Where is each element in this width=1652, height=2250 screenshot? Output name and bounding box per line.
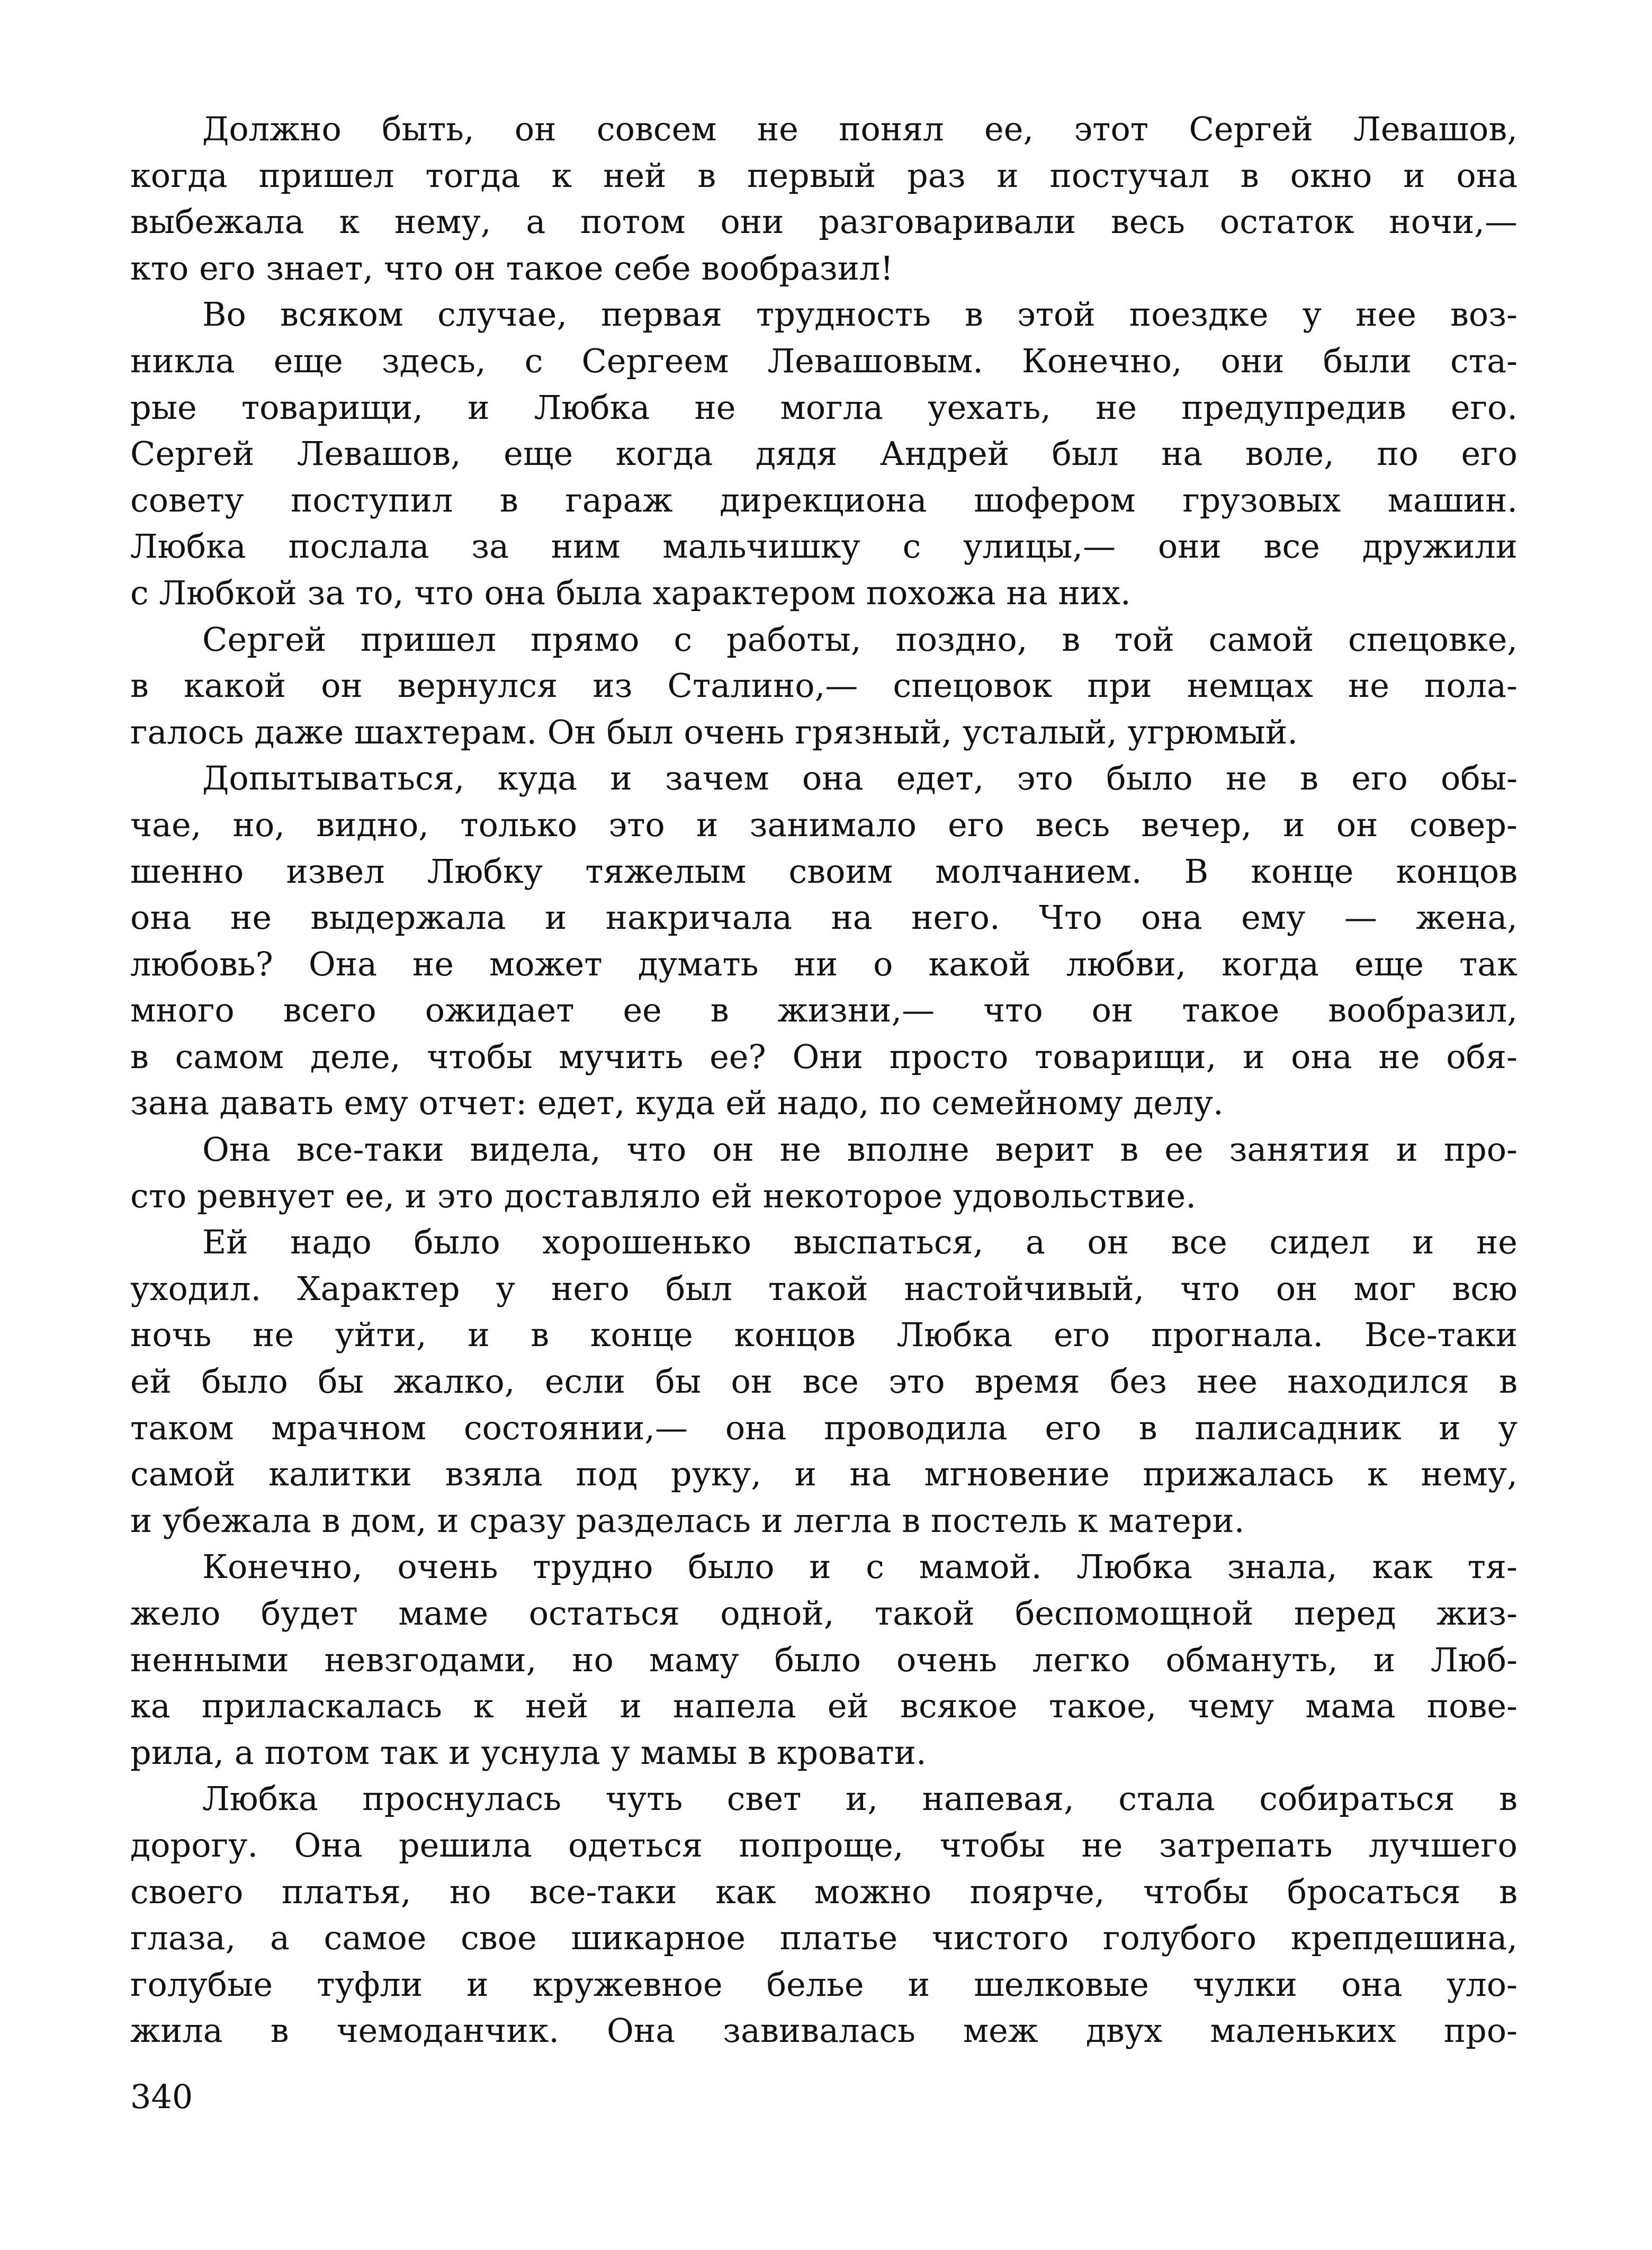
text-line: когда пришел тогда к ней в первый раз и постучал в окно и она bbox=[130, 156, 1518, 195]
paragraph bbox=[130, 1219, 1518, 1544]
paragraph bbox=[130, 616, 1518, 756]
text-line: голубые туфли и кружевное белье и шелковые чулки она уло- bbox=[130, 1965, 1518, 2004]
paragraph bbox=[130, 755, 1518, 1126]
text-line: Во всяком случае, первая трудность в этой поездке у нее воз- bbox=[202, 295, 1518, 334]
text-line: шенно извел Любку тяжелым своим молчанием. В конце концов bbox=[130, 851, 1518, 891]
text-line: Ей надо было хорошенько выспаться, а он все сидел и не bbox=[202, 1223, 1518, 1262]
paragraph bbox=[130, 291, 1518, 616]
text-line: ка приласкалась к ней и напела ей всякое такое, чему мама пове- bbox=[130, 1687, 1518, 1726]
paragraph bbox=[130, 1544, 1518, 1776]
paragraph bbox=[130, 1126, 1518, 1219]
text-line: зана давать ему отчет: едет, куда ей надо, по семейному делу. bbox=[130, 1083, 1224, 1123]
text-line: дорогу. Она решила одеться попроще, чтобы не затрепать лучшего bbox=[130, 1825, 1518, 1864]
text-line: Сергей Левашов, еще когда дядя Андрей был на воле, по его bbox=[130, 434, 1518, 473]
text-line: рые товарищи, и Любка не могла уехать, не предупредив его. bbox=[130, 388, 1518, 427]
text-line: Должно быть, он совсем не понял ее, этот Сергей Левашов, bbox=[202, 110, 1518, 148]
text-line: сто ревнует ее, и это доставляло ей некоторое удовольствие. bbox=[130, 1176, 1196, 1215]
body-text bbox=[130, 106, 1518, 2054]
text-line: выбежала к нему, а потом они разговаривали весь остаток ночи,— bbox=[130, 202, 1518, 241]
text-line: она не выдержала и накричала на него. Что она ему — жена, bbox=[130, 898, 1518, 937]
text-line: кто его знает, что он такое себе вообразил! bbox=[130, 248, 894, 288]
text-line: самой калитки взяла под руку, и на мгновение прижалась к нему, bbox=[130, 1455, 1518, 1494]
text-line: таком мрачном состоянии,— она проводила его в палисадник и у bbox=[130, 1408, 1518, 1447]
text-line: в самом деле, чтобы мучить ее? Они просто товарищи, и она не обя- bbox=[130, 1037, 1518, 1076]
text-line: Любка проснулась чуть свет и, напевая, стала собираться в bbox=[202, 1779, 1518, 1818]
paragraph bbox=[130, 106, 1518, 291]
text-line: никла еще здесь, с Сергеем Левашовым. Конечно, они были ста- bbox=[130, 341, 1518, 380]
text-line: в какой он вернулся из Сталино,— спецовок при немцах не пола- bbox=[130, 666, 1518, 705]
text-line: Она все-таки видела, что он не вполне верит в ее занятия и про- bbox=[202, 1130, 1518, 1169]
text-line: жила в чемоданчик. Она завивалась меж двух маленьких про- bbox=[130, 2011, 1518, 2050]
text-line: с Любкой за то, что она была характером похожа на них. bbox=[130, 573, 1131, 612]
text-line: Конечно, очень трудно было и с мамой. Любка знала, как тя- bbox=[202, 1547, 1518, 1586]
text-line: Допытываться, куда и зачем она едет, это было не в его обы- bbox=[202, 759, 1518, 798]
text-line: глаза, а самое свое шикарное платье чистого голубого крепдешина, bbox=[130, 1919, 1518, 1958]
text-line: ночь не уйти, и в конце концов Любка его прогнала. Все-таки bbox=[130, 1315, 1518, 1355]
text-line: своего платья, но все-таки как можно поярче, чтобы бросаться в bbox=[130, 1872, 1518, 1911]
text-line: Любка послала за ним мальчишку с улицы,— они все дружили bbox=[130, 527, 1518, 566]
text-line: совету поступил в гараж дирекциона шофером грузовых машин. bbox=[130, 480, 1518, 519]
text-line: ей было бы жалко, если бы он все это время без нее находился в bbox=[130, 1362, 1518, 1401]
text-line: галось даже шахтерам. Он был очень грязный, усталый, угрюмый. bbox=[130, 712, 1298, 751]
text-line: чае, но, видно, только это и занимало его весь вечер, и он совер- bbox=[130, 805, 1518, 844]
text-line: Сергей пришел прямо с работы, поздно, в той самой спецовке, bbox=[202, 620, 1518, 659]
text-line: много всего ожидает ее в жизни,— что он такое вообразил, bbox=[130, 991, 1518, 1030]
paragraph bbox=[130, 1776, 1518, 2054]
text-line: рила, а потом так и уснула у мамы в кровати. bbox=[130, 1733, 927, 1772]
text-line: уходил. Характер у него был такой настойчивый, что он мог всю bbox=[130, 1269, 1518, 1308]
text-line: любовь? Она не может думать ни о какой любви, когда еще так bbox=[130, 944, 1518, 983]
text-line: жело будет маме остаться одной, такой беспомощной перед жиз- bbox=[130, 1594, 1518, 1633]
page-number: 340 bbox=[130, 2077, 193, 2116]
text-line: и убежала в дом, и сразу разделась и легла в постель к матери. bbox=[130, 1501, 1245, 1540]
text-line: ненными невзгодами, но маму было очень легко обмануть, и Люб- bbox=[130, 1640, 1518, 1679]
